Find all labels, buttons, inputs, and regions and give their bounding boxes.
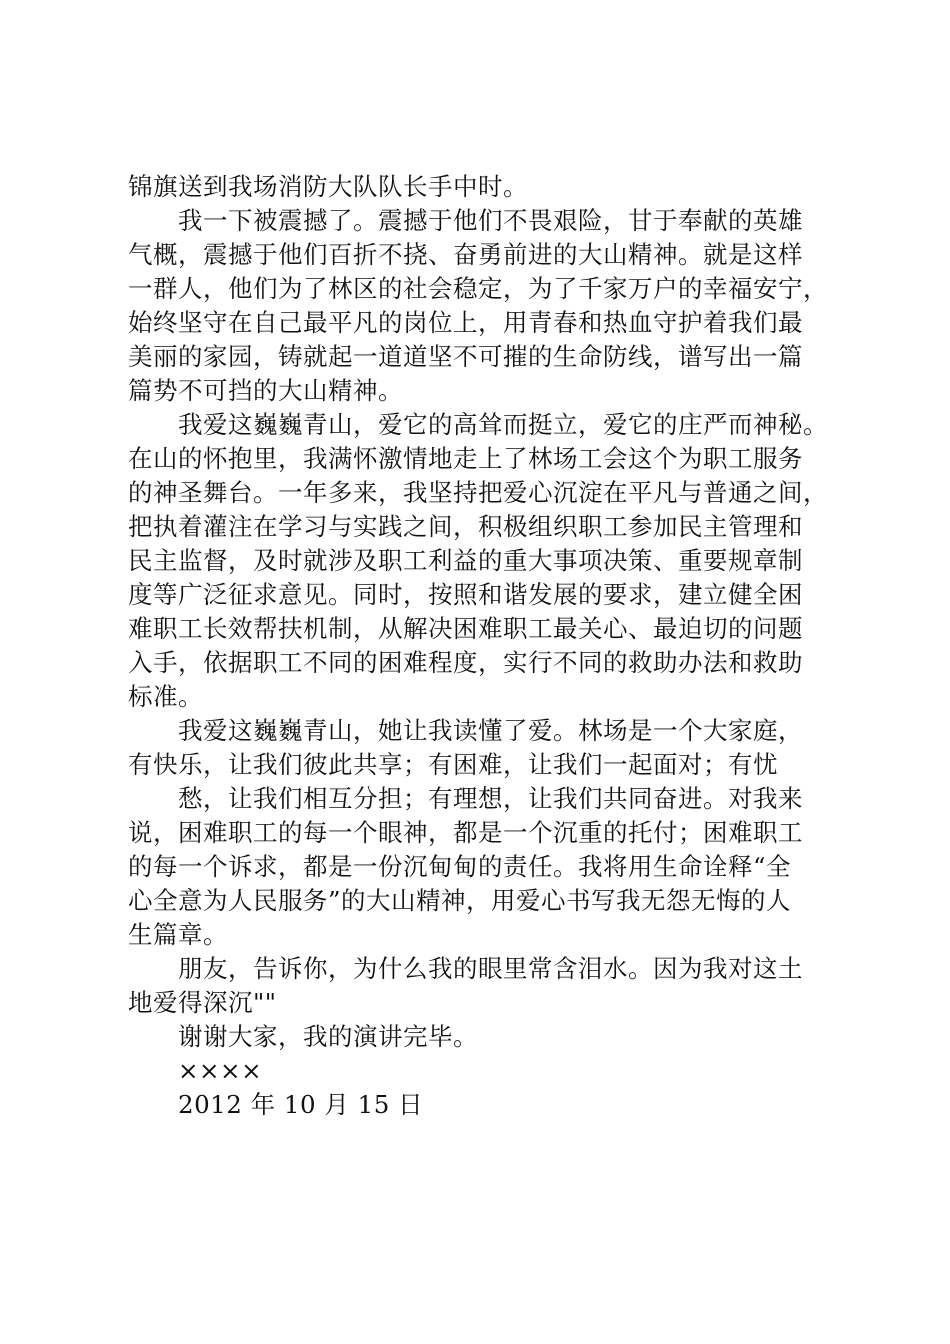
signature-line: ×××× (178, 1056, 263, 1085)
text-line: 民主监督，及时就涉及职工利益的重大事项决策、重要规章制 (128, 546, 803, 575)
text-line: 始终坚守在自己最平凡的岗位上，用青春和热血守护着我们最 (128, 308, 803, 337)
date-line: 2012 年 10 月 15 日 (178, 1090, 424, 1119)
text-line: 心全意为人民服务”的大山精神，用爱心书写我无怨无悔的人 (128, 886, 792, 915)
text-line: 我一下被震撼了。震撼于他们不畏艰险，甘于奉献的英雄 (178, 206, 803, 235)
text-line: 我爱这巍巍青山，她让我读懂了爱。林场是一个大家庭， (178, 716, 803, 745)
text-line: 锦旗送到我场消防大队队长手中时。 (128, 172, 528, 201)
text-line: 的每一个诉求，都是一份沉甸甸的责任。我将用生命诠释“全 (128, 852, 792, 881)
text-line: 愁，让我们相互分担；有理想，让我们共同奋进。对我来 (178, 784, 803, 813)
text-line: 一群人，他们为了林区的社会稳定，为了千家万户的幸福安宁， (128, 274, 828, 303)
text-line: 生篇章。 (128, 920, 228, 949)
text-line: 难职工长效帮扶机制，从解决困难职工最关心、最迫切的问题 (128, 614, 803, 643)
text-line: 有快乐，让我们彼此共享；有困难，让我们一起面对；有忧 (128, 750, 778, 779)
text-line: 气概，震撼于他们百折不挠、奋勇前进的大山精神。就是这样 (128, 240, 803, 269)
text-line: 说，困难职工的每一个眼神，都是一个沉重的托付；困难职工 (128, 818, 803, 847)
text-line: 的神圣舞台。一年多来，我坚持把爱心沉淀在平凡与普通之间， (128, 478, 828, 507)
text-line: 朋友，告诉你，为什么我的眼里常含泪水。因为我对这土 (178, 954, 803, 983)
text-line: 篇势不可挡的大山精神。 (128, 376, 403, 405)
text-line: 度等广泛征求意见。同时，按照和谐发展的要求，建立健全困 (128, 580, 803, 609)
text-line: 我爱这巍巍青山，爱它的高耸而挺立，爱它的庄严而神秘。 (178, 410, 828, 439)
text-line: 地爱得深沉"" (128, 988, 277, 1017)
text-line: 入手，依据职工不同的困难程度，实行不同的救助办法和救助 (128, 648, 803, 677)
text-line: 标准。 (128, 682, 203, 711)
text-line: 美丽的家园，铸就起一道道坚不可摧的生命防线，谱写出一篇 (128, 342, 803, 371)
closing-line: 谢谢大家，我的演讲完毕。 (178, 1022, 478, 1051)
speech-body (128, 170, 848, 1122)
text-line: 在山的怀抱里，我满怀激情地走上了林场工会这个为职工服务 (128, 444, 803, 473)
text-line: 把执着灌注在学习与实践之间，积极组织职工参加民主管理和 (128, 512, 803, 541)
